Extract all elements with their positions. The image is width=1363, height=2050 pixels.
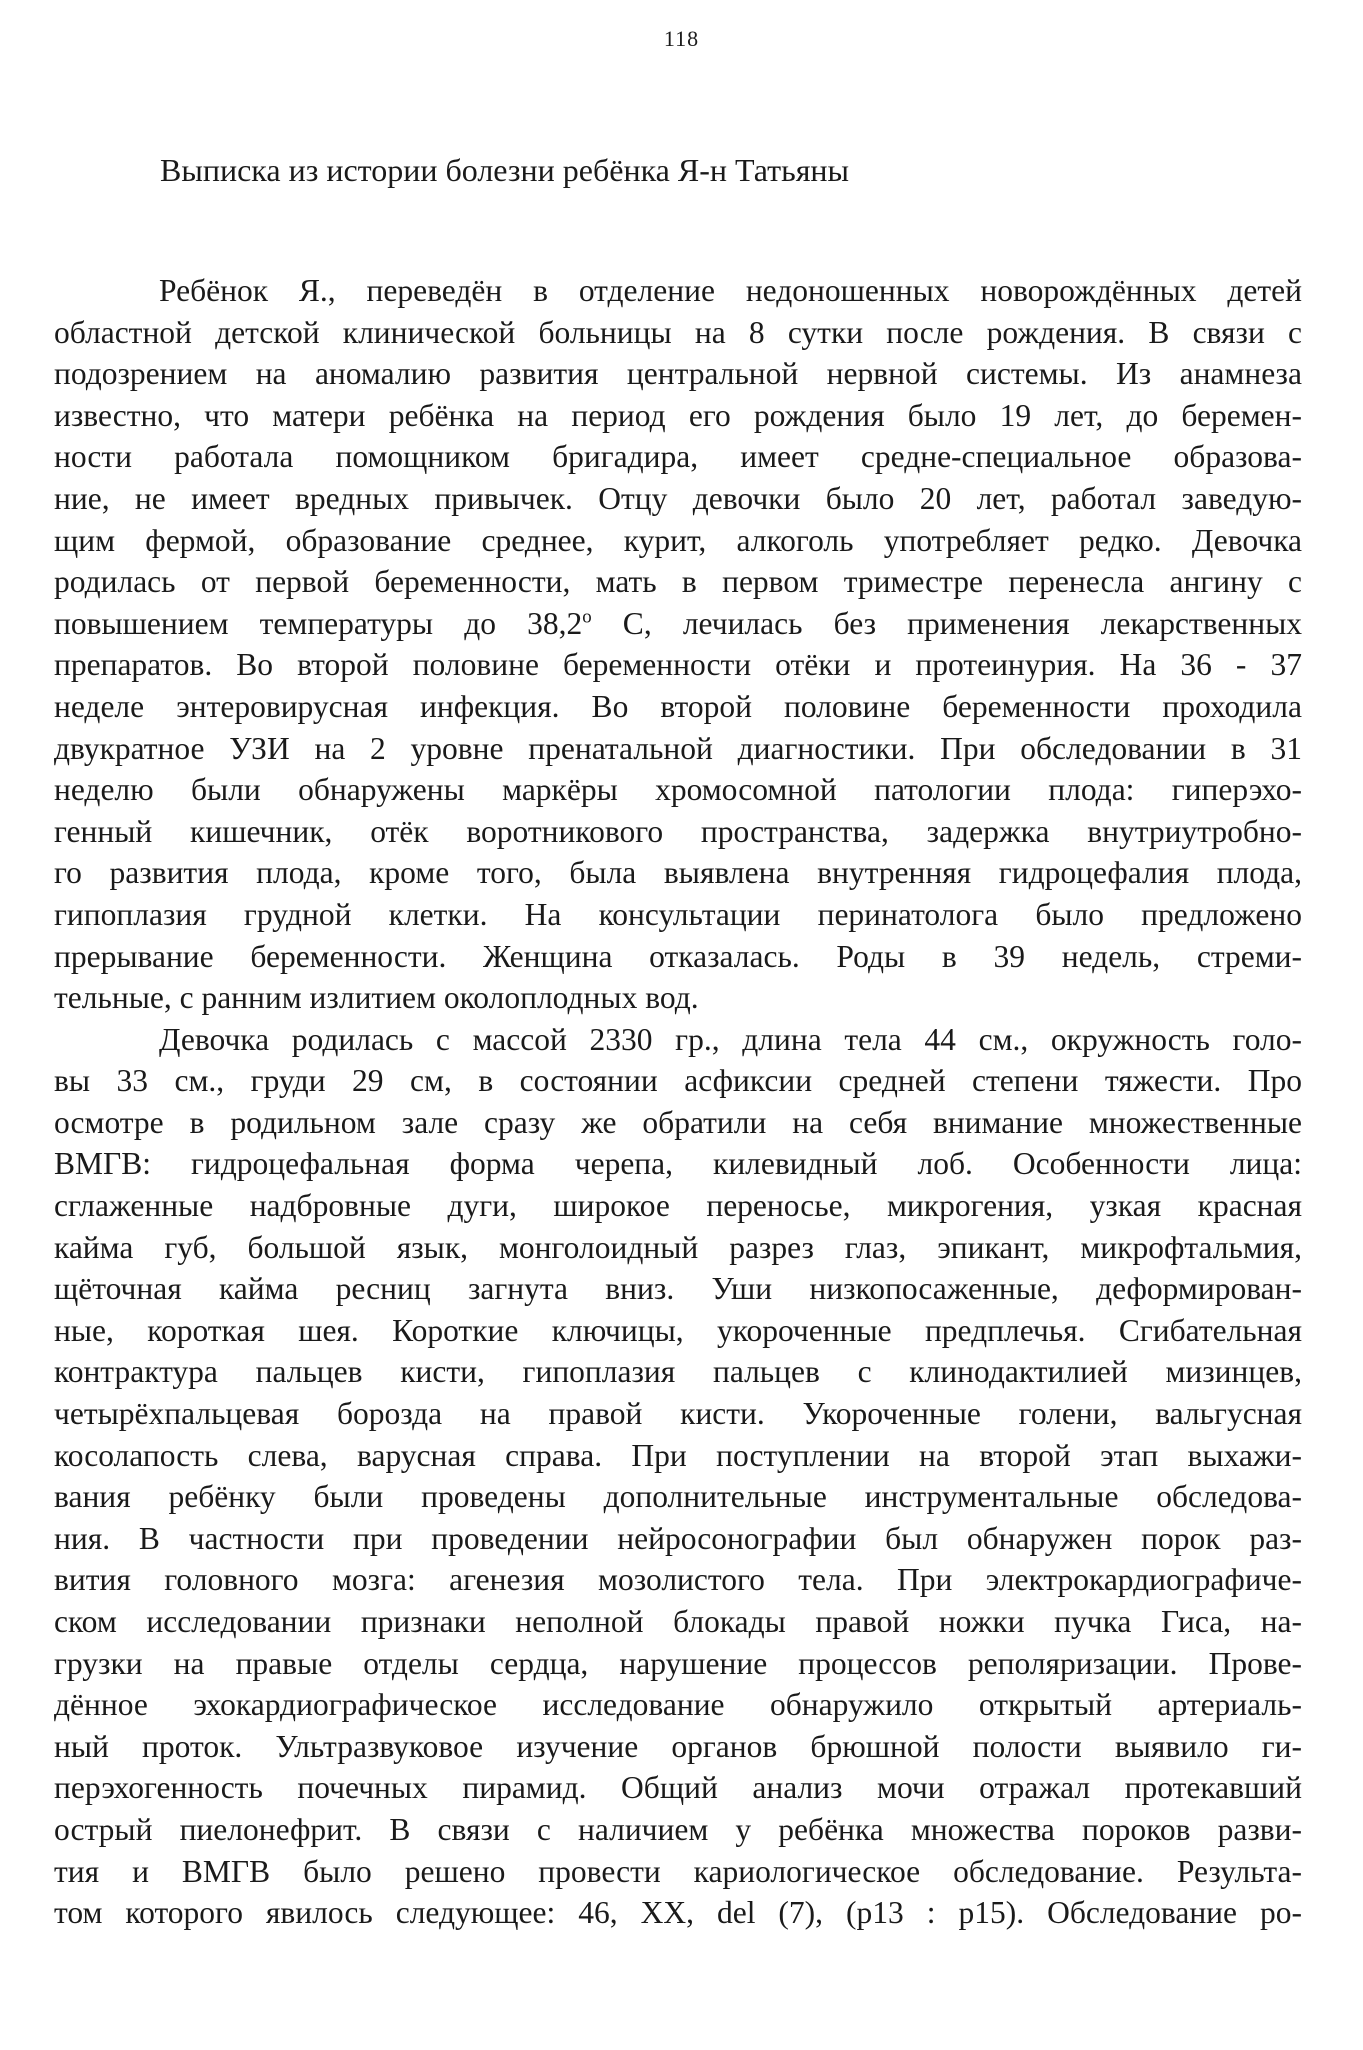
- text-line: ском исследовании признаки неполной блокады правой ножки пучка Гиса, на-: [54, 1604, 1302, 1639]
- text-line: генный кишечник, отёк воротникового пространства, задержка внутриутробно-: [54, 813, 1302, 849]
- text-line: дённое эхокардиографическое исследование обнаружило открытый артериаль-: [54, 1687, 1302, 1723]
- text-line: косолапость слева, варусная справа. При поступлении на второй этап выхажи-: [54, 1437, 1302, 1473]
- text-line: двукратное УЗИ на 2 уровне пренатальной диагностики. При обследовании в 31: [54, 730, 1302, 766]
- text-line: Ребёнок Я., переведён в отделение недоношенных новорождённых детей: [159, 273, 1302, 308]
- text-line: острый пиелонефрит. В связи с наличием у ребёнка множества пороков разви-: [54, 1811, 1302, 1847]
- paragraph-1: [54, 270, 1302, 1019]
- text-line: вития головного мозга: агенезия мозолистого тела. При электрокардиографиче-: [54, 1562, 1302, 1598]
- text-line: неделе энтеровирусная инфекция. Во второй половине беременности проходила: [54, 688, 1302, 724]
- text-line: прерывание беременности. Женщина отказалась. Роды в 39 недель, стреми-: [54, 938, 1302, 974]
- text-line: грузки на правые отделы сердца, нарушение процессов реполяризации. Прове-: [54, 1645, 1302, 1681]
- text-line: го развития плода, кроме того, была выявлена внутренняя гидроцефалия плода,: [54, 855, 1302, 891]
- text-line: тия и ВМГВ было решено провести кариологическое обследование. Результа-: [54, 1853, 1302, 1889]
- text-line: известно, что матери ребёнка на период его рождения было 19 лет, до беремен-: [54, 397, 1302, 433]
- text-line: том которого явилось следующее: 46, XX, del (7), (p13 : p15). Обследование ро-: [54, 1895, 1302, 1931]
- text-line: четырёхпальцевая борозда на правой кисти. Укороченные голени, вальгусная: [54, 1396, 1302, 1432]
- degree-sign: o: [582, 606, 592, 628]
- temperature-text: повышением температуры до 38,2: [54, 605, 583, 641]
- text-line: вания ребёнку были проведены дополнительные инструментальные обследова-: [54, 1479, 1302, 1515]
- text-line: гипоплазия грудной клетки. На консультации перинатолога было предложено: [54, 896, 1302, 932]
- temperature-text-tail: С, лечилась без применения лекарственных: [591, 605, 1302, 641]
- paragraph-2: [54, 1019, 1302, 1934]
- text-line: ные, короткая шея. Короткие ключицы, укороченные предплечья. Сгибательная: [54, 1312, 1302, 1348]
- document-body: [54, 270, 1302, 1934]
- text-line: ния. В частности при проведении нейросонографии был обнаружен порок раз-: [54, 1520, 1302, 1556]
- text-line: щёточная кайма ресниц загнута вниз. Уши низкопосаженные, деформирован-: [54, 1271, 1302, 1307]
- text-line: неделю были обнаружены маркёры хромосомной патологии плода: гиперэхо-: [54, 772, 1302, 808]
- text-line: контрактура пальцев кисти, гипоплазия пальцев с клинодактилией мизинцев,: [54, 1354, 1302, 1390]
- text-line: сглаженные надбровные дуги, широкое переносье, микрогения, узкая красная: [54, 1188, 1302, 1224]
- text-line: препаратов. Во второй половине беременности отёки и протеинурия. На 36 - 37: [54, 647, 1302, 683]
- text-line: кайма губ, большой язык, монголоидный разрез глаз, эпикант, микрофтальмия,: [54, 1229, 1302, 1265]
- text-line: Девочка родилась с массой 2330 гр., длина тела 44 см., окружность голо-: [159, 1021, 1302, 1057]
- text-line: ВМГВ: гидроцефальная форма черепа, килевидный лоб. Особенности лица:: [54, 1146, 1302, 1182]
- text-line: тельные, с ранним излитием околоплодных вод.: [54, 980, 699, 1016]
- text-line: вы 33 см., груди 29 см, в состоянии асфиксии средней степени тяжести. Про: [54, 1063, 1302, 1099]
- text-line: ный проток. Ультразвуковое изучение органов брюшной полости выявило ги-: [54, 1728, 1302, 1764]
- document-title: Выписка из истории болезни ребёнка Я-н Татьяны: [160, 152, 850, 188]
- text-line: осмотре в родильном зале сразу же обратили на себя внимание множественные: [54, 1104, 1302, 1140]
- text-line: щим фермой, образование среднее, курит, алкоголь употребляет редко. Девочка: [54, 522, 1302, 558]
- text-line: областной детской клинической больницы на 8 сутки после рождения. В связи с: [54, 314, 1302, 350]
- text-line: подозрением на аномалию развития центральной нервной системы. Из анамнеза: [54, 356, 1302, 392]
- text-line-temperature: [54, 603, 1302, 645]
- text-line: перэхогенность почечных пирамид. Общий анализ мочи отражал протекавший: [54, 1770, 1302, 1806]
- text-line: ние, не имеет вредных привычек. Отцу девочки было 20 лет, работал заведую-: [54, 480, 1302, 516]
- text-line: родилась от первой беременности, мать в первом триместре перенесла ангину с: [54, 564, 1302, 600]
- text-line: ности работала помощником бригадира, имеет средне-специальное образова-: [54, 439, 1302, 475]
- page-number: 118: [663, 26, 700, 51]
